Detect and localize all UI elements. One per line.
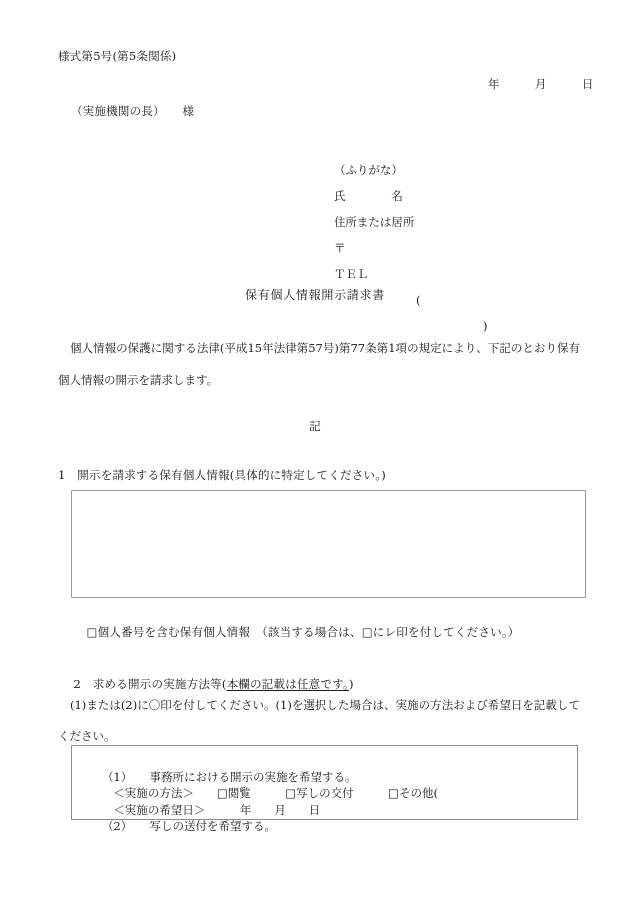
ki-marker: 記 [309,419,321,433]
option2-label: （2） 写しの送付を希望する。 [101,819,277,833]
option1-label: （1） 事務所における開示の実施を希望する。 [101,769,357,784]
name-label: 氏 名 [333,189,403,203]
telephone-paren-close: ) [483,319,488,333]
preferred-date-label: ＜実施の希望日＞ 年 月 日 [101,802,321,817]
method-line: ＜実施の方法＞ □閲覧 □写しの交付 □その他( [101,786,439,800]
section2-heading-prefix: 2 求める開示の実施方法等( [73,676,227,691]
section2-note: (1)または(2)に〇印を付してください。(1)を選択した場合は、実施の方法および希望日を記載してください。 [58,698,580,743]
mynumber-label: 個人番号を含む保有個人情報 （該当する場合は、□にレ印を付してください。） [97,624,520,639]
mynumber-checkbox-line[interactable] [71,615,520,650]
section2-heading-underlined: 本欄の記載は任意です。 [226,676,349,691]
option1-row[interactable] [80,752,577,784]
telephone-label: ＴＥＬ [333,267,369,281]
address-field[interactable] [312,183,415,229]
disclosure-method-box [71,745,578,833]
section1-heading: 1 開示を請求する保有個人情報(具体的に特定してください。) [58,468,386,482]
document-title: 保有個人情報開示請求書 [245,288,385,302]
address-label: 住所または居所 [333,215,415,229]
requested-information-input[interactable] [71,490,586,598]
form-number: 様式第5号(第5条関係) [58,49,177,63]
furigana-field[interactable] [312,131,414,177]
date-line: 年 月 日 [488,77,594,91]
lead-paragraph: 個人情報の保護に関する法律(平成15年法律第57号)第77条第1項の規定により、下記のとおり保有個人情報の開示を請求します。 [58,341,580,387]
mynumber-checkbox[interactable]: □ [86,624,98,639]
addressee-line: （実施機関の長） 様 [71,104,195,118]
name-field[interactable] [312,157,414,203]
postal-mark-icon: 〒 [333,241,346,255]
furigana-label: （ふりがな） [333,163,403,177]
section2-heading-suffix: ) [348,676,354,691]
telephone-paren-open: ( [416,293,421,307]
postal-code-field[interactable] [312,209,414,255]
